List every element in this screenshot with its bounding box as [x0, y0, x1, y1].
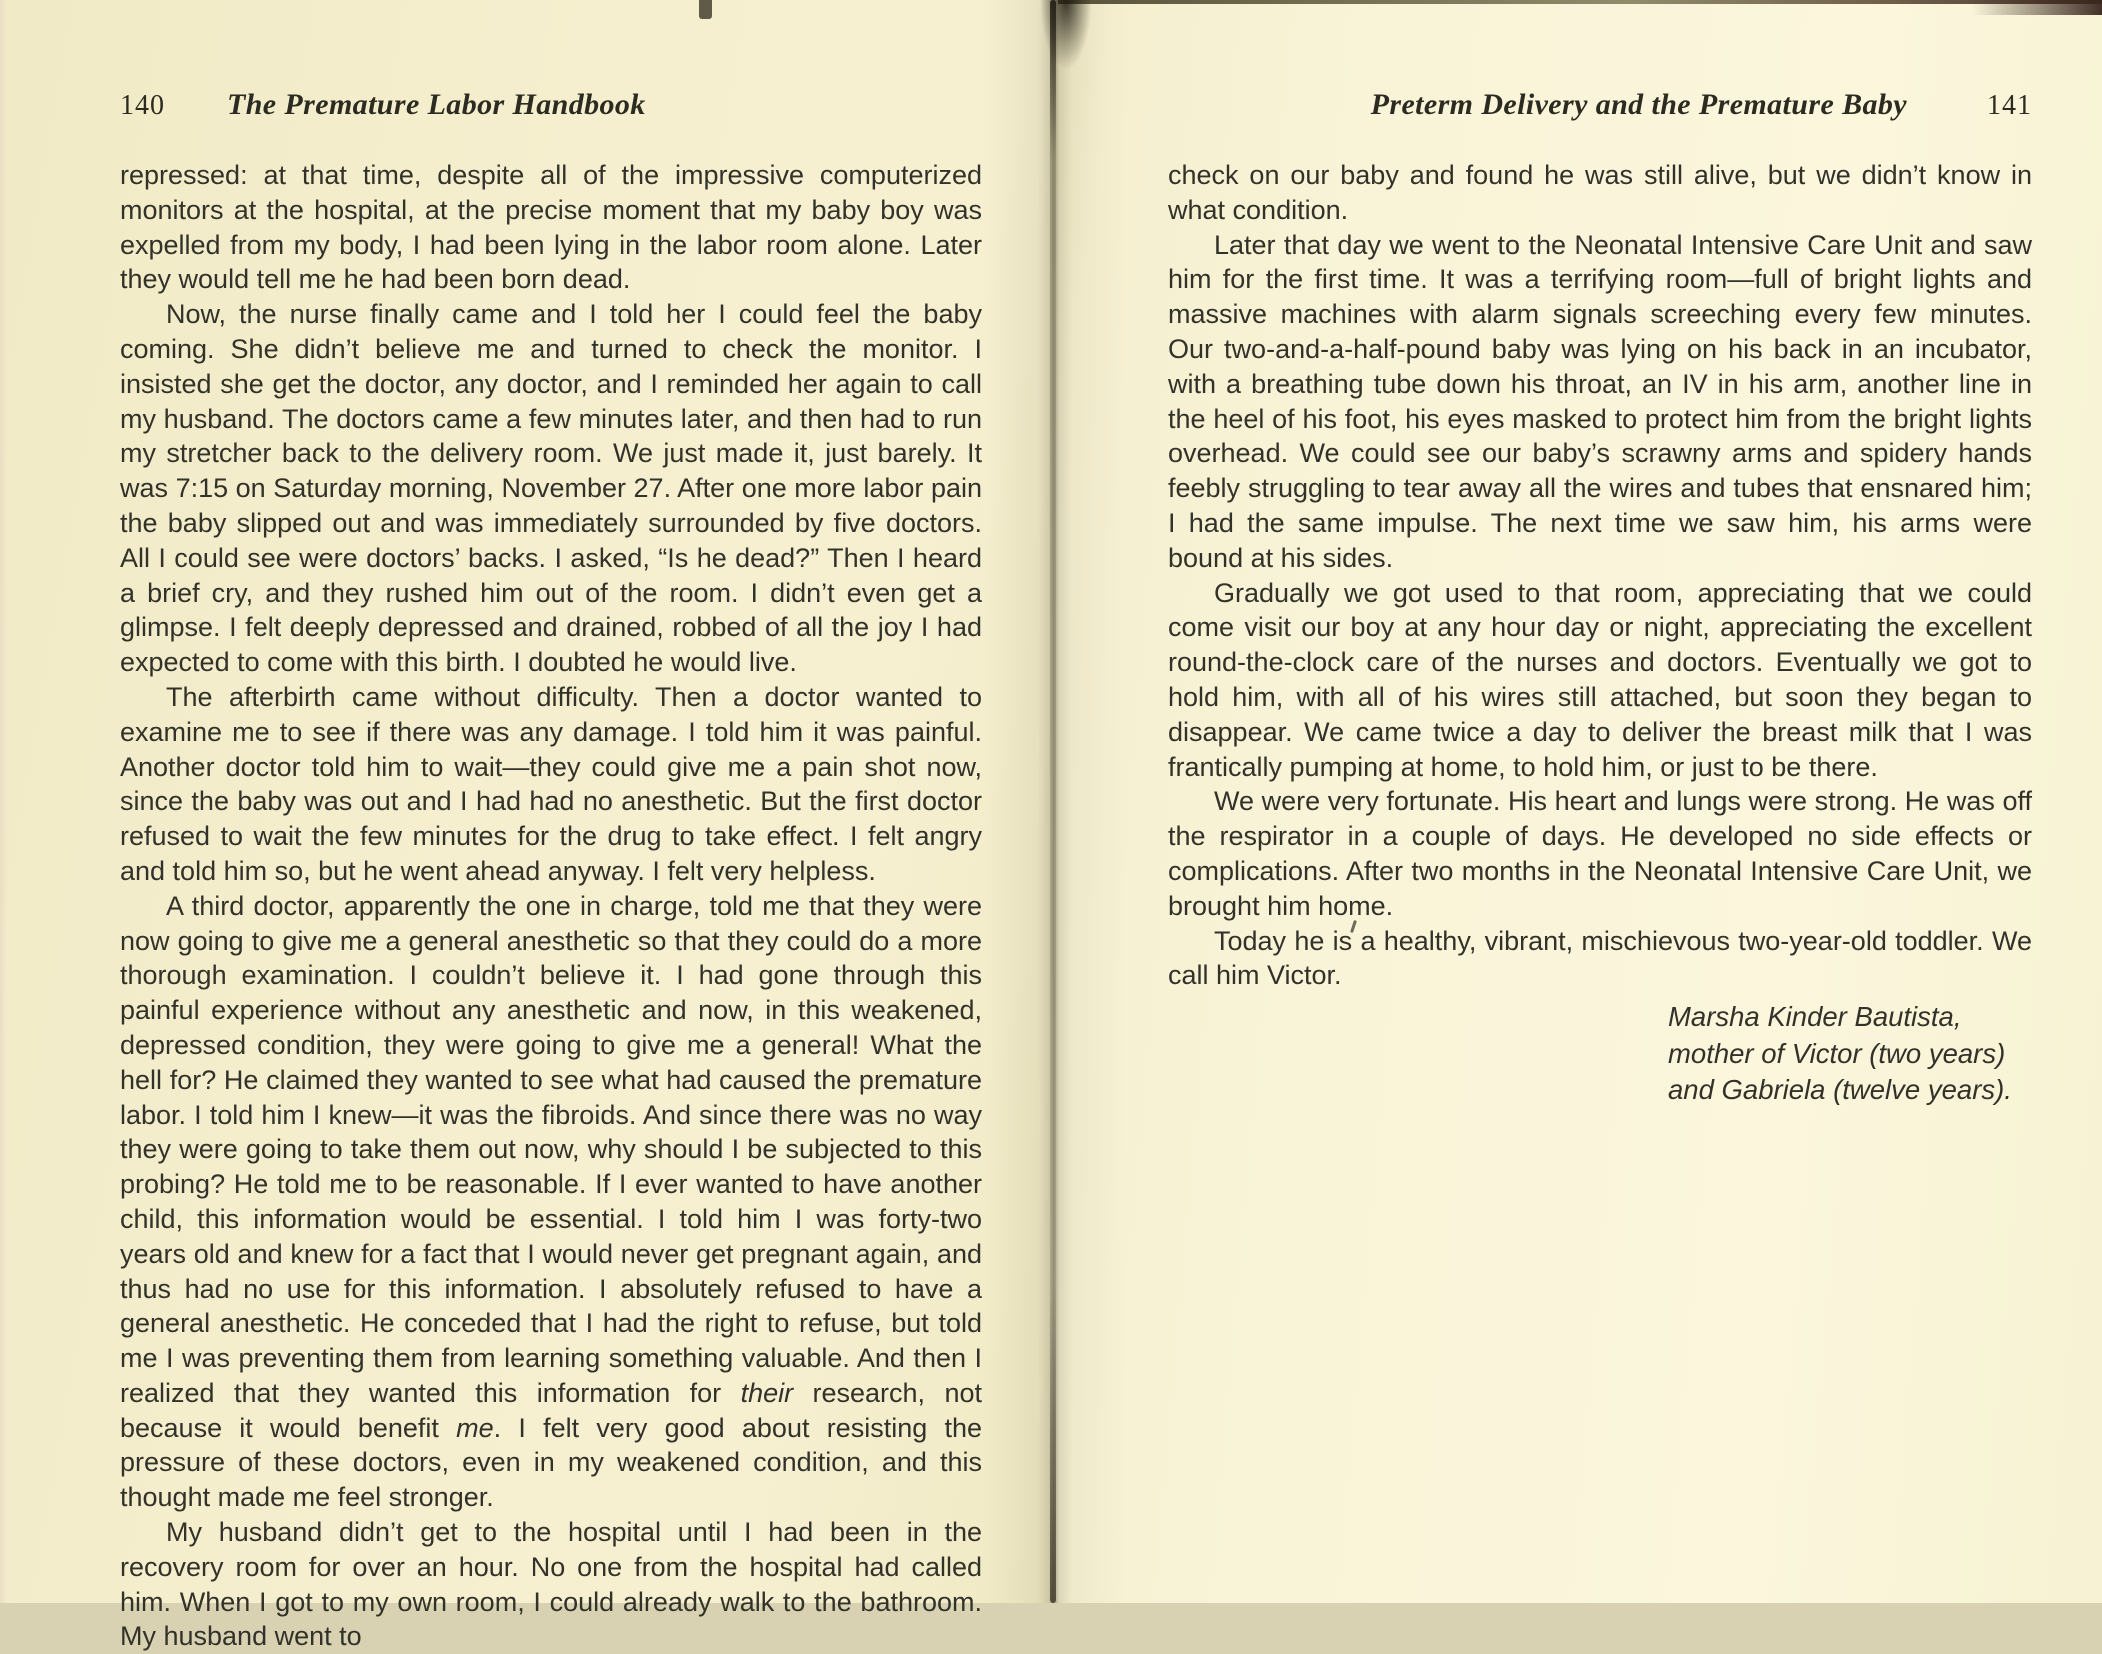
running-head-left: The Premature Labor Handbook	[227, 88, 646, 121]
paragraph	[1168, 228, 2032, 576]
body-text-run: Later that day we went to the Neonatal Intensive Care Unit and saw him for the first time. It was a terrifying room—full of bright lights and massive machines with alarm signals screeching every few minutes. Our two-and-a-half-pound baby was lying on his back in an incubator, with a breathing tube down his throat, an IV in his arm, another line in the heel of his foot, his eyes masked to protect him from the bright lights overhead. We could see our baby’s scrawny arms and spidery hands feebly struggling to tear away all the wires and tubes that ensnared him; I had the same impulse. The next time we saw him, his arms were bound at his sides.	[1168, 229, 2032, 573]
body-text-run: . I felt very good about resisting the pressure of these doctors, even in my weakened condition, and this thought made me feel stronger.	[120, 1412, 982, 1513]
page-number-left: 140	[120, 90, 165, 121]
body-text-run: The afterbirth came without difficulty. Then a doctor wanted to examine me to see if there was any damage. I told him it was painful. Another doctor told him to wait—they could give me a pain shot now, since the baby was out and I had had no anesthetic. But the first doctor refused to wait the few minutes for the drug to take effect. I felt angry and told him so, but he went ahead anyway. I felt very helpless.	[120, 681, 982, 886]
body-text-run: My husband didn’t get to the hospital until I had been in the recovery room for over an hour. No one from the hospital had called him. When I got to my own room, I could already walk to the bathroom. My husband went to	[120, 1517, 982, 1652]
running-header-left	[120, 88, 982, 128]
page-number-right: 141	[1987, 90, 2032, 121]
paragraph	[120, 680, 982, 889]
italic-text: me	[456, 1412, 494, 1443]
body-text-run: check on our baby and found he was still alive, but we didn’t know in what condition.	[1168, 160, 2032, 225]
page-140-body-text	[120, 158, 982, 1654]
paragraph	[1168, 158, 2032, 228]
paragraph	[1168, 784, 2032, 923]
body-text-run: A third doctor, apparently the one in charge, told me that they were now going to give me a general anesthetic so that they could do a more thorough examination. I couldn’t believe it. I had gone through this painful experience without any anesthetic and now, in this weakened, depressed condition, they were going to give me a general! What the hell for? He claimed they wanted to see what had caused the premature labor. I told him I knew—it was the fibroids. And since there was no way they were going to take them out now, why should I be subjected to this probing? He told me to be reasonable. If I ever wanted to have another child, this information would be essential. I told him I was forty-two years old and knew for a fact that I would never get pregnant again, and thus had no use for this information. I absolutely refused to have a general anesthetic. He conceded that I had the right to refuse, but told me I was preventing them from learning something valuable. And then I realized that they wanted this information for	[120, 890, 982, 1408]
paragraph	[1168, 576, 2032, 785]
paragraph	[120, 158, 982, 297]
body-text-run: repressed: at that time, despite all of the impressive computerized monitors at the hospital, at the precise moment that my baby boy was expelled from my body, I had been lying in the labor room alone. Later they would tell me he had been born dead.	[120, 160, 982, 295]
body-text-run: Gradually we got used to that room, appreciating that we could come visit our boy at any hour day or night, appreciating the excellent round-the-clock care of the nurses and doctors. Eventually we got to hold him, with all of his wires still attached, but soon they began to disappear. We came twice a day to deliver the breast milk that I was frantically pumping at home, to hold him, or just to be there.	[1168, 577, 2032, 782]
running-header-right	[1168, 88, 2032, 128]
page-140-content	[120, 88, 982, 1654]
gutter-top-shadow	[1040, 0, 1092, 70]
top-right-corner-shadow	[1972, 0, 2102, 15]
page-141-body-text	[1168, 158, 2032, 993]
body-text-run: research, not because it would benefit	[120, 1377, 982, 1443]
page-left-edge-shading	[0, 0, 7, 1603]
attribution-line: Marsha Kinder Bautista,	[1668, 1001, 1962, 1033]
attribution-line: mother of Victor (two years)	[1668, 1037, 2006, 1069]
body-text-run: We were very fortunate. His heart and lungs were strong. He was off the respirator in a couple of days. He developed no side effects or complications. After two months in the Neonatal Intensive Care Unit, we brought him home.	[1168, 786, 2032, 921]
paragraph	[1168, 924, 2032, 994]
paragraph	[120, 1515, 982, 1654]
attribution-block	[1668, 999, 2032, 1109]
body-text-run: Today he is a healthy, vibrant, mischievous two-year-old toddler. We call him Victor.	[1168, 925, 2032, 991]
paragraph	[120, 889, 982, 1515]
book-gutter-crease	[1050, 0, 1056, 1603]
page-top-edge	[1058, 0, 2102, 4]
page-141-content	[1168, 88, 2032, 1109]
paragraph	[120, 297, 982, 680]
scan-artifact-mark	[699, 0, 712, 19]
italic-text: their	[740, 1377, 794, 1408]
body-text-run: Now, the nurse finally came and I told her I could feel the baby coming. She didn’t believe me and turned to check the monitor. I insisted she get the doctor, any doctor, and I reminded her again to call my husband. The doctors came a few minutes later, and then had to run my stretcher back to the delivery room. We just made it, just barely. It was 7:15 on Saturday morning, November 27. After one more labor pain the baby slipped out and was immediately surrounded by five doctors. All I could see were doctors’ backs. I asked, “Is he dead?” Then I heard a brief cry, and they rushed him out of the room. I didn’t even get a glimpse. I felt deeply depressed and drained, robbed of all the joy I had expected to come with this birth. I doubted he would live.	[120, 299, 982, 678]
running-head-right: Preterm Delivery and the Premature Baby	[1370, 88, 1907, 121]
attribution-line: and Gabriela (twelve years).	[1668, 1074, 2012, 1106]
